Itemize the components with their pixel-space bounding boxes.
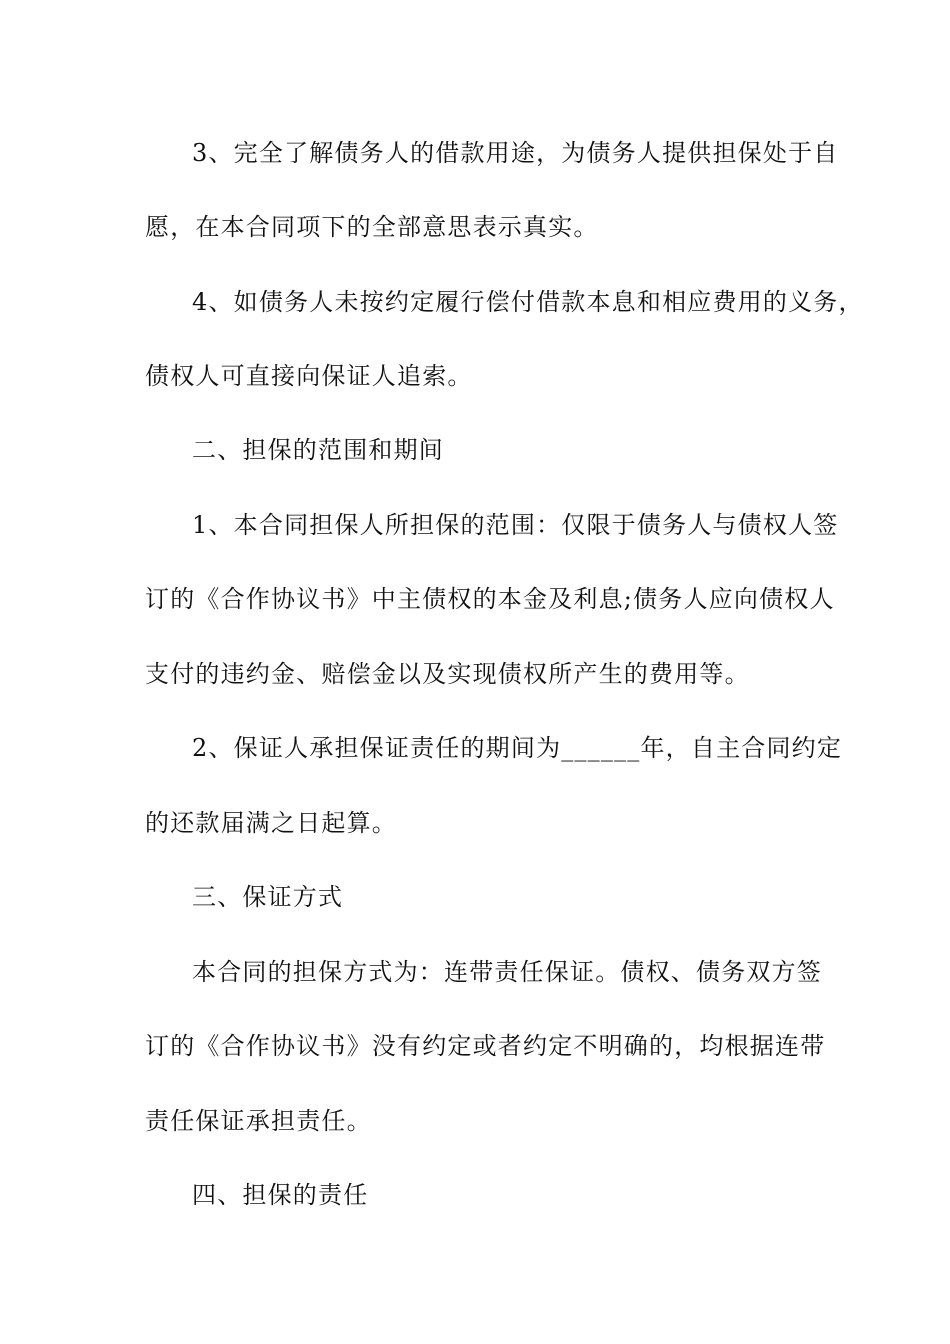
section-heading: 四、担保的责任 <box>192 1181 369 1209</box>
paragraph-line: 债权人可直接向保证人追索。 <box>145 362 473 390</box>
paragraph-line: 3、完全了解债务人的借款用途，为债务人提供担保处于自 <box>192 139 839 167</box>
paragraph-line: 本合同的担保方式为：连带责任保证。债权、债务双方签 <box>192 958 822 986</box>
paragraph-line: 愿，在本合同项下的全部意思表示真实。 <box>145 213 599 241</box>
paragraph-line: 2、保证人承担保证责任的期间为______年，自主合同约定 <box>192 734 843 762</box>
paragraph-line: 1、本合同担保人所担保的范围：仅限于债务人与债权人签 <box>192 511 839 539</box>
paragraph-line: 订的《合作协议书》没有约定或者约定不明确的，均根据连带 <box>145 1032 826 1060</box>
paragraph-line: 4、如债务人未按约定履行偿付借款本息和相应费用的义务， <box>192 288 864 316</box>
section-heading: 二、担保的范围和期间 <box>192 436 444 464</box>
paragraph-line: 订的《合作协议书》中主债权的本金及利息;债务人应向债权人 <box>145 585 835 613</box>
section-heading: 三、保证方式 <box>192 883 344 911</box>
paragraph-line: 支付的违约金、赔偿金以及实现债权所产生的费用等。 <box>145 660 750 688</box>
paragraph-line: 责任保证承担责任。 <box>145 1107 372 1135</box>
paragraph-line: 的还款届满之日起算。 <box>145 809 397 837</box>
